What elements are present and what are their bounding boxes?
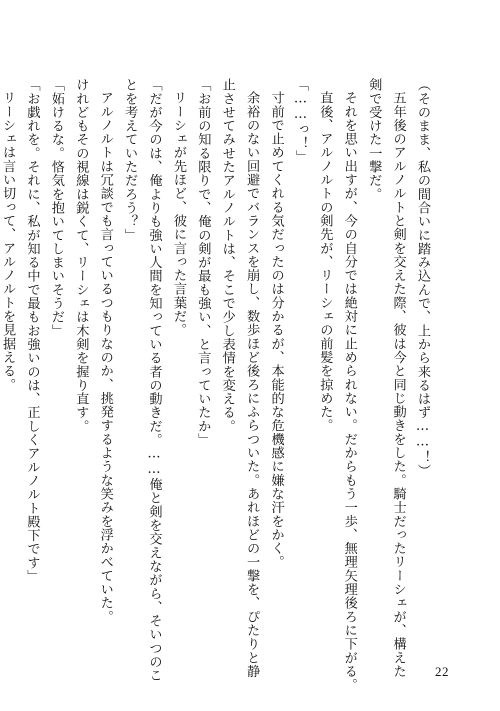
text-line-5: 直後、アルノルトの剣先が、リーシェの前髪を掠めた。 xyxy=(317,91,333,433)
page-number: 22 xyxy=(435,664,449,679)
text-line-17: 「お戯れを。それに、私が知る中で最もお強いのは、正しくアルノルト殿下です」 xyxy=(24,78,40,584)
text-line-1: （そのまま、私の間合いに踏み込んで、上から来るはず……！） xyxy=(415,78,430,478)
text-line-3: 剣で受けた一撃だ。 xyxy=(366,78,382,201)
text-line-7: 寸前で止めてくれる気だったのは分かるが、本能的な危機感に嫌な汗をかく。 xyxy=(268,91,284,569)
text-line-4: それを思い出すが、今の自分では絶対に止められない。だからもう一歩、無理矢理後ろに下がる。 xyxy=(341,91,357,692)
text-line-13: とを考えていただろう？」 xyxy=(122,78,138,242)
text-line-16: 「妬けるな。悋気を抱いてしまいそうだ」 xyxy=(48,78,64,338)
text-line-12: 「だが今のは、俺よりも強い人間を知っている者の動きだ。……俺と剣を交えながら、そいつのこ xyxy=(146,78,162,683)
text-line-8: 余裕のない回避でバランスを崩し、数歩ほど後ろにふらついた。あれほどの一撃を、ぴたりと静 xyxy=(244,91,260,679)
vertical-body-text xyxy=(0,78,434,692)
text-line-9: 止させてみせたアルノルトは、そこで少し表情を変える。 xyxy=(219,78,235,433)
text-line-2: 五年後のアルノルトと剣を交えた際、彼は今と同じ動きをした。騎士だったリーシェが、構えた xyxy=(390,91,406,679)
text-line-18: リーシェは言い切って、アルノルトを見据える。 xyxy=(0,91,16,392)
text-line-6: 「……っ！」 xyxy=(292,78,308,164)
text-line-14: アルノルトは冗談でも言っているつもりなのか、挑発するような笑みを浮かべていた。 xyxy=(97,91,113,624)
text-line-11: リーシェが先ほど、彼に言った言葉だ。 xyxy=(170,91,186,337)
text-line-15: けれどもその視線は鋭くて、リーシェは木剣を握り直す。 xyxy=(73,78,89,433)
text-line-10: 「お前の知る限りで、俺の剣が最も強い、と言っていたか」 xyxy=(195,78,211,447)
